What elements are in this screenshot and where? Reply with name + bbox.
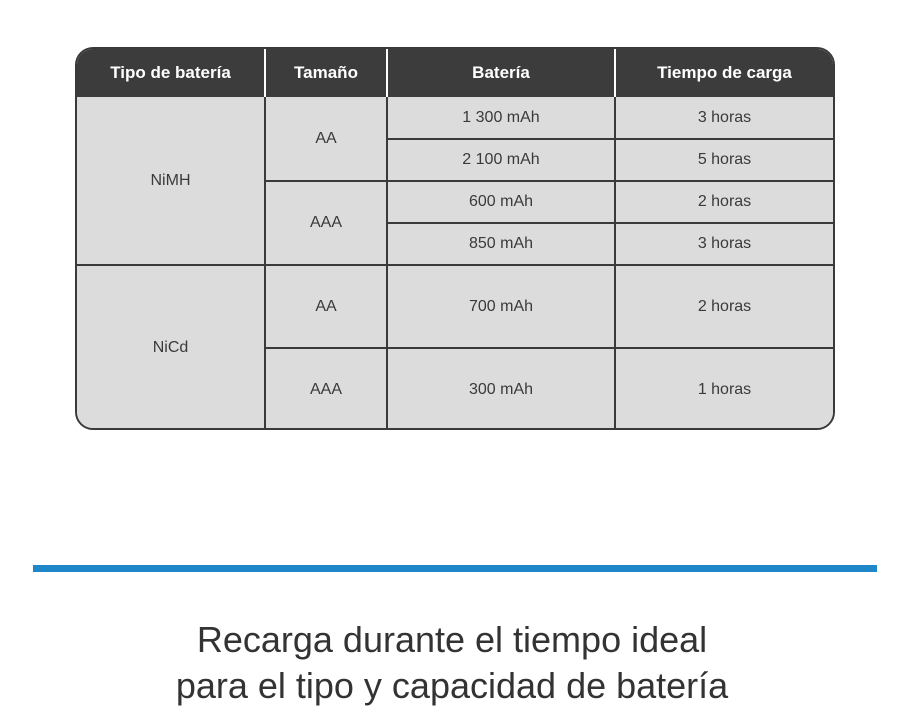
table-header-row bbox=[77, 49, 833, 97]
table-row bbox=[77, 265, 833, 348]
cell-battery: 700 mAh bbox=[387, 265, 615, 348]
table-row bbox=[77, 97, 833, 139]
cell-size-nicd-aa: AA bbox=[265, 265, 387, 348]
charge-time-table bbox=[77, 49, 833, 430]
cell-battery: 2 100 mAh bbox=[387, 139, 615, 181]
cell-size-nimh-aaa: AAA bbox=[265, 181, 387, 265]
cell-size-nimh-aa: AA bbox=[265, 97, 387, 181]
header-size: Tamaño bbox=[265, 49, 387, 97]
header-battery: Batería bbox=[387, 49, 615, 97]
cell-time: 2 horas bbox=[615, 265, 833, 348]
cell-battery: 850 mAh bbox=[387, 223, 615, 265]
cell-time: 3 horas bbox=[615, 97, 833, 139]
cell-time: 2 horas bbox=[615, 181, 833, 223]
caption-line-2: para el tipo y capacidad de batería bbox=[175, 665, 729, 706]
cell-battery: 600 mAh bbox=[387, 181, 615, 223]
cell-type-nicd: NiCd bbox=[77, 265, 265, 430]
cell-battery: 1 300 mAh bbox=[387, 97, 615, 139]
battery-charge-table bbox=[75, 47, 835, 430]
cell-time: 3 horas bbox=[615, 223, 833, 265]
header-charge-time: Tiempo de carga bbox=[615, 49, 833, 97]
blue-divider bbox=[33, 565, 877, 572]
cell-type-nimh: NiMH bbox=[77, 97, 265, 265]
cell-time: 1 horas bbox=[615, 348, 833, 430]
cell-battery: 300 mAh bbox=[387, 348, 615, 430]
caption-line-1: Recarga durante el tiempo ideal bbox=[196, 619, 708, 660]
cell-size-nicd-aaa: AAA bbox=[265, 348, 387, 430]
cell-time: 5 horas bbox=[615, 139, 833, 181]
caption bbox=[0, 617, 904, 709]
header-battery-type: Tipo de batería bbox=[77, 49, 265, 97]
